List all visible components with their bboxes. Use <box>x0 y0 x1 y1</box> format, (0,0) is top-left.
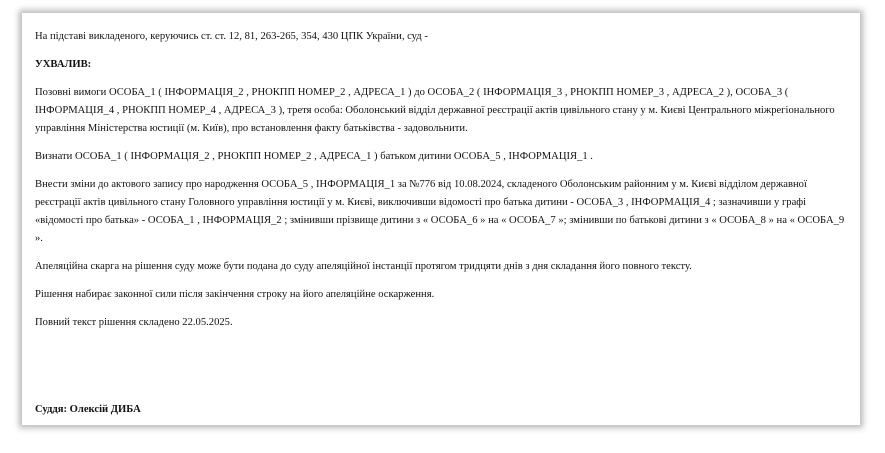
appeal-paragraph: Апеляційна скарга на рішення суду може бути подана до суду апеляційної інстанції протягом тридцяти днів з дня складання його повного тексту. <box>35 261 692 272</box>
judge-signature: Суддя: Олексій ДИБА <box>35 404 141 415</box>
full-text-date-paragraph: Повний текст рішення складено 22.05.2025. <box>35 317 233 328</box>
legal-force-paragraph: Рішення набирає законної сили після закінчення строку на його апеляційне оскарження. <box>35 289 435 300</box>
document-body <box>35 28 853 342</box>
record-change-paragraph: Внести зміни до актового запису про народження ОСОБА_5 , ІНФОРМАЦІЯ_1 за №776 від 10.08.2024, складеного Оболонським районним у м. Києві відділом державної реєстрації актів цивільного стану Головного управління юстиції у м. Києві, виключивши відомості про батька дитини - ОСОБА_3 , ІНФОРМАЦІЯ_4 ; зазначивши у графі «відомості про батька» - ОСОБА_1 , ІНФОРМАЦІЯ_2 ; змінивши прізвище дитини з « ОСОБА_6 » на « ОСОБА_7 »; змінивши по батькові дитини з « ОСОБА_8 » на « ОСОБА_9 ». <box>35 179 845 244</box>
claim-paragraph: Позовні вимоги ОСОБА_1 ( ІНФОРМАЦІЯ_2 , РНОКПП НОМЕР_2 , АДРЕСА_1 ) до ОСОБА_2 ( ІНФОРМАЦІЯ_3 , РНОКПП НОМЕР_3 , АДРЕСА_2 ), ОСОБА_3 ( ІНФОРМАЦІЯ_4 , РНОКПП НОМЕР_4 , АДРЕСА_3 ), третя особа: Оболонський відділ державної реєстрації актів цивільного стану у м. Києві Центрального міжрегіонального управління Міністерства юстиції (м. Київ), про встановлення факту батьківства - задовольнити. <box>35 87 835 134</box>
resolution-heading: УХВАЛИВ: <box>35 59 92 70</box>
paternity-paragraph: Визнати ОСОБА_1 ( ІНФОРМАЦІЯ_2 , РНОКПП НОМЕР_2 , АДРЕСА_1 ) батьком дитини ОСОБА_5 , ІНФОРМАЦІЯ_1 . <box>35 151 593 162</box>
intro-paragraph: На підставі викладеного, керуючись ст. ст. 12, 81, 263-265, 354, 430 ЦПК України, суд - <box>35 31 428 42</box>
document-page <box>22 13 860 425</box>
